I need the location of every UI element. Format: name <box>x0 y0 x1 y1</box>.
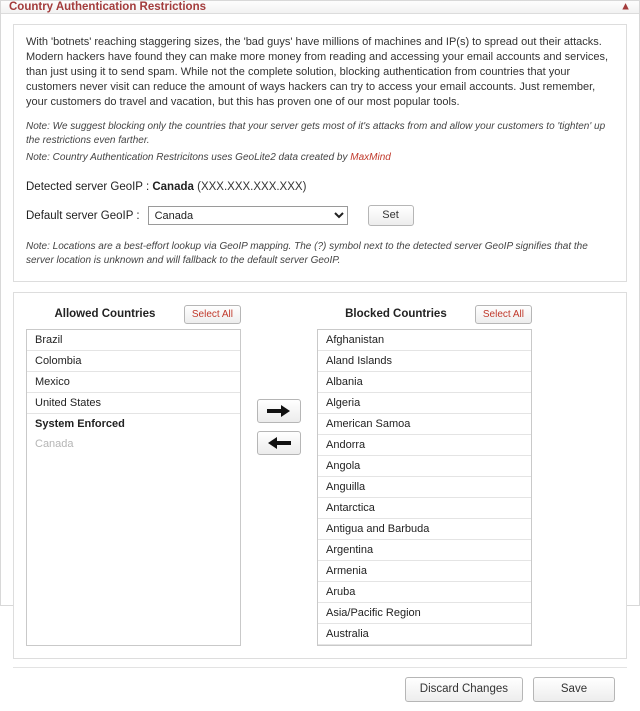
list-item[interactable]: Armenia <box>318 561 531 582</box>
detected-geoip-ip: (XXX.XXX.XXX.XXX) <box>197 181 307 193</box>
country-lists-row <box>26 303 614 646</box>
system-enforced-item: Canada <box>35 438 74 450</box>
intro-paragraph: With 'botnets' reaching staggering sizes, the 'bad guys' have millions of machines and IP(s) to spread out their attacks. Modern hackers have found they can make more money from reading and accessing your email accounts and services, than just using it to send spam. While not the complete solution, blocking authentication from countries that your customers never visit can reduce the amount of ways hackers can try to access your email accounts. Just remember, your customers do travel and vacation, but this has proven one of our most popular tools. <box>26 36 609 108</box>
transfer-buttons <box>241 303 317 646</box>
list-item[interactable]: Brazil <box>27 330 240 351</box>
list-item[interactable]: Australia <box>318 624 531 645</box>
list-item[interactable]: Aland Islands <box>318 351 531 372</box>
page-title: Country Authentication Restrictions <box>9 1 206 13</box>
list-item[interactable]: Algeria <box>318 393 531 414</box>
note-suggestion: Note: We suggest blocking only the countries that your server gets most of it's attacks from and allow your customers to 'tighten' up the restrictions even farther. <box>26 121 606 146</box>
arrow-left-icon[interactable] <box>257 431 301 455</box>
list-item[interactable]: Anguilla <box>318 477 531 498</box>
list-item[interactable]: Andorra <box>318 435 531 456</box>
note-geolite-text: Note: Country Authentication Restricitons uses GeoLite2 data created by <box>26 152 351 163</box>
maxmind-link[interactable]: MaxMind <box>350 152 391 163</box>
panel-header <box>1 1 639 14</box>
system-enforced-label: System Enforced <box>35 418 125 430</box>
allowed-select-all-button[interactable]: Select All <box>184 305 241 324</box>
allowed-countries-header <box>26 303 241 325</box>
list-item[interactable]: American Samoa <box>318 414 531 435</box>
set-button[interactable]: Set <box>368 205 414 226</box>
list-item[interactable]: United States <box>27 393 240 414</box>
blocked-select-all-button[interactable]: Select All <box>475 305 532 324</box>
list-item[interactable]: Colombia <box>27 351 240 372</box>
save-button[interactable]: Save <box>533 677 615 702</box>
panel-body <box>1 14 639 711</box>
note-geolite <box>26 151 614 165</box>
blocked-countries-title: Blocked Countries <box>345 308 447 320</box>
allowed-countries-list[interactable] <box>26 329 241 646</box>
blocked-countries-column <box>317 303 532 646</box>
list-item[interactable]: Antarctica <box>318 498 531 519</box>
info-box <box>13 24 627 282</box>
detected-geoip-country: Canada <box>152 181 194 193</box>
default-geoip-label: Default server GeoIP : <box>26 209 140 222</box>
arrow-right-icon[interactable] <box>257 399 301 423</box>
detected-geoip-line <box>26 181 614 193</box>
blocked-countries-list[interactable] <box>317 329 532 646</box>
list-item[interactable]: Angola <box>318 456 531 477</box>
list-item[interactable]: Antigua and Barbuda <box>318 519 531 540</box>
default-geoip-select[interactable] <box>148 206 348 225</box>
detected-geoip-label: Detected server GeoIP : <box>26 181 150 193</box>
list-item[interactable]: Albania <box>318 372 531 393</box>
list-item[interactable]: Aruba <box>318 582 531 603</box>
list-item[interactable]: Asia/Pacific Region <box>318 603 531 624</box>
default-geoip-row <box>26 205 614 226</box>
list-item[interactable]: Mexico <box>27 372 240 393</box>
allowed-countries-title: Allowed Countries <box>54 308 156 320</box>
allowed-countries-column <box>26 303 241 646</box>
chevron-up-icon[interactable]: ▲ <box>620 0 631 13</box>
footer-actions <box>13 667 627 711</box>
discard-changes-button[interactable]: Discard Changes <box>405 677 523 702</box>
country-lists-box <box>13 292 627 659</box>
list-item[interactable]: Afghanistan <box>318 330 531 351</box>
note-fallback: Note: Locations are a best-effort lookup via GeoIP mapping. The (?) symbol next to the detected server GeoIP signifies that the server location is unknown and will fallback to the default server GeoIP. <box>26 241 588 266</box>
blocked-countries-header <box>317 303 532 325</box>
list-item[interactable]: Argentina <box>318 540 531 561</box>
